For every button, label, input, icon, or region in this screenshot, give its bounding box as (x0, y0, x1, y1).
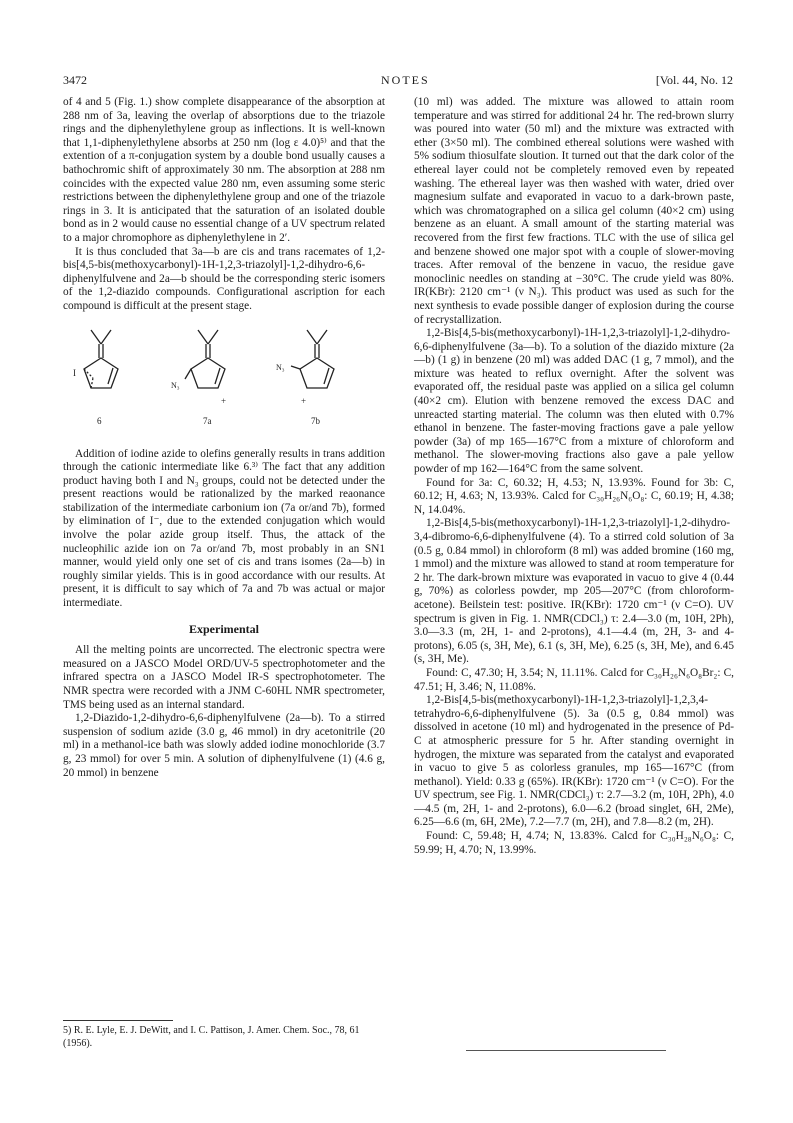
label-6: 6 (97, 415, 102, 426)
label-7b: 7b (311, 415, 320, 426)
page-number: 3472 (63, 73, 87, 87)
iodine-label: I (73, 367, 76, 378)
footnote (63, 1020, 385, 1050)
ring (191, 358, 225, 388)
paragraph: Found: C, 59.48; H, 4.74; N, 13.83%. Calcd for C₃₀H₂₈N₆O₈: C, 59.99; H, 4.70; N, 13.99%. (414, 830, 734, 856)
paragraph: It is thus concluded that 3a—b are cis and trans racemates of 1,2-bis[4,5-bis(methoxycarbonyl)-1H-1,2,3-triazolyl]-1,2-dihydro-6,6-diphenylfulvene and 2a—b should be the corresponding steric isomers of the 1,2-diazido compounds. Configurational ascription for each compound is difficult at the present stage. (63, 245, 385, 312)
paragraph: 1,2-Bis[4,5-bis(methoxycarbonyl)-1H-1,2,3-triazolyl]-1,2-dihydro-3,4-dibromo-6,6-diphenylfulvene (4). To a stirred cold solution of 3a (0.5 g, 0.84 mmol) in chloroform (8 ml) was added bromine (160 mg, 1 mmol) and the mixture was allowed to stand at room temperature for 2 hr. The dark-brown mixture was evaporated in vacuo to give 4 (0.44 g, 70%) as colorless powder, mp 205—207°C (from chloroform-acetone). Beilstein test: positive. IR(KBr): 1720 cm⁻¹ (ν C=O). UV spectrum is given in Fig. 1. NMR(CDCl₃) τ: 2.4—3.0 (m, 10H, 2Ph), 3.0—3.3 (m, 2H, 1- and 2-protons), 4.1—4.4 (m, 2H, 3- and 4-protons), 6.05 (s, 3H, Me), 6.1 (s, 3H, Me), 6.25 (s, 3H, Me), and 6.45 (s, 3H, Me). (414, 517, 734, 666)
paragraph: 1,2-Diazido-1,2-dihydro-6,6-diphenylfulvene (2a—b). To a stirred suspension of sodium azide (3.0 g, 46 mmol) in dry acetonitrile (20 ml) in a methanol-ice bath was slowly added iodine monochloride (3.7 g, 23 mmol) for over 5 min. A solution of diphenylfulvene (1) (4.6 g, 20 mmol) in benzene (63, 712, 385, 779)
left-column (63, 96, 385, 780)
structure-6 (84, 330, 118, 388)
fulvene-intermediates-diagram (63, 324, 385, 442)
label-7a: 7a (203, 415, 212, 426)
ring (84, 358, 118, 388)
end-rule (466, 1050, 666, 1051)
paragraph: 1,2-Bis[4,5-bis(methoxycarbonyl)-1H-1,2,3-triazolyl]-1,2,3,4-tetrahydro-6,6-diphenylfulvene (5). 3a (0.5 g, 0.84 mmol) was dissolved in acetone (10 ml) and hydrogenated in the presence of Pd-C at atmospheric pressure for 5 hr. After standing overnight in hydrogen, the mixture was separated from the catalyst and evaporated in vacuo to give 5 as colorless granules, mp 165—167°C (from methanol). Yield: 0.33 g (65%). IR(KBr): 1720 cm⁻¹ (ν C=O). For the UV spectrum, see Fig. 1. NMR(CDCl₃) τ: 2.7—3.2 (m, 10H, 2Ph), 4.0—4.5 (m, 2H, 1- and 2-protons), 6.0—6.2 (broad singlet, 6H, 2Me), 6.25—6.6 (m, 6H, 2Me), 7.2—7.7 (m, 2H), and 7.8—8.2 (m, 2H). (414, 694, 734, 829)
bond (91, 378, 93, 388)
bond (108, 368, 113, 384)
paragraph: (10 ml) was added. The mixture was allowed to attain room temperature and was stirred for additional 24 hr. The red-brown slurry was poured into water (50 ml) and the mixture was extracted with ether (3×50 ml). The combined ethereal solutions were washed with 5% sodium thiosulfate sloution. It turned out that the dark color of the ethereal layer could not be completely removed even by repeated washing. The ethereal layer was then washed with water, dried over magnesium sulfate and evaporated in vacuo to a dark-brown paste, which was chromatographed on a silica gel column (40×2 cm) using benzene as an eluant. A small amount of the starting material was recovered from the first few fractions. TLC with the use of silica gel and benzene showed one major spot with a couple of slower-moving traces. After removal of the benzene in vacuo, the residue gave monoclinic needles on standing at −30°C. The crude yield was 80%. IR(KBr): 2120 cm⁻¹ (ν N₃). This product was used as such for the next synthesis to evade possible danger of explosion during the course of recrystallization. (414, 96, 734, 326)
bond (91, 330, 101, 344)
paragraph: of 4 and 5 (Fig. 1.) show complete disappearance of the absorption at 288 nm of 3a, leaving the overlap of absorptions due to the triazole rings and the diphenylethylene group as inflections. It is well-known that 1,1-diphenylethylene absorbs at 250 nm (log ε 4.0)⁵⁾ and that the extention of a π-conjugation system by a double bond usually causes a bathochromic shift of approximately 30 nm. The absorption at 288 nm coincides with the expected value 280 nm, even assuming some steric restrictions between the diphenylethylene group and one of the triazole rings in 3. It is anticipated that the saturation of an isolated double bond as in 2 would cause no essential change of a UV spectrum related to a major chromophore as diphenylethylene in 2′. (63, 96, 385, 244)
paragraph: Found for 3a: C, 60.32; H, 4.53; N, 13.93%. Found for 3b: C, 60.12; H, 4.63; N, 13.93%. Calcd for C₃₀H₂₆N₆O₈: C, 60.19; H, 4.38; N, 14.04%. (414, 476, 734, 516)
structure-7a (185, 330, 225, 388)
bond (198, 330, 208, 344)
plus-7a: + (221, 395, 227, 406)
azide-label-7b: N₃ (276, 362, 285, 372)
bond (185, 369, 191, 379)
right-column (414, 96, 734, 857)
paragraph: All the melting points are uncorrected. The electronic spectra were measured on a JASCO Model ORD/UV-5 spectrophotometer and the infrared spectra on a JASCO Model IR-S spectrophotometer. The NMR spectra were recorded with a JNM C-60HL NMR spectrometer, TMS being used as an internal standard. (63, 644, 385, 711)
section-heading: Experimental (189, 621, 259, 636)
structure-7b (291, 330, 334, 388)
paragraph: 1,2-Bis[4,5-bis(methoxycarbonyl)-1H-1,2,3-triazolyl]-1,2-dihydro-6,6-diphenylfulvene (3a—b). To a solution of the diazido mixture (2a—b) (1 g) in benzene (20 ml) was added DAC (1 g, 7 mmol), and the mixture was heated to reflux overnight. After the solvent was evaporated off, the residual paste was applied on a silica gel column (40×2 cm). Elution with benzene removed the excess DAC and unreacted starting material. The column was then eluted with 0.7% ethanol in benzene. The faster-moving fractions gave a pale yellow powder (3a) of mp 165—167°C from a mixture of chloroform and methanol. The slower-moving fractions also gave a pale yellow powder of mp 162—164°C from the same solvent. (414, 327, 734, 476)
journal-section: NOTES (381, 73, 430, 87)
bond (215, 368, 220, 384)
bond (324, 368, 329, 384)
structure-figure (63, 324, 385, 442)
paragraph: Found: C, 47.30; H, 3.54; N, 11.11%. Calcd for C₃₀H₂₆N₆O₈Br₂: C, 47.51; H, 3.46; N, 11.08%. (414, 666, 734, 693)
bond (307, 330, 317, 344)
paragraph: Addition of iodine azide to olefins generally results in trans addition through the cationic intermediate like 6.³⁾ The fact that any addition product having both I and N₃ groups, could not be detected under the present reactions would be rationalized by the marked reaonance stabilization of the intermediate carbonium ion (7a or/and 7b), formed by elimination of I⁻, due to the extended conjugation which would involve the polar azide group itself. Thus, the attack of the nucleophilic azide ion on 7a or/and 7b, most probably in an SN1 manner, would yield only one set of cis and trans isomes (2a—b) in roughly similar yields. This is in good accordance with our results. At present, it is difficult to say which of 7a and 7b was actual or major intermediate. (63, 447, 385, 610)
footnote-text: 5) R. E. Lyle, E. J. DeWitt, and I. C. Pattison, J. Amer. Chem. Soc., 78, 61 (1956). (63, 1025, 360, 1049)
bond (291, 366, 300, 369)
volume-info: [Vol. 44, No. 12 (655, 73, 733, 87)
footnote-rule (63, 1020, 173, 1021)
bond (208, 330, 218, 344)
bond (101, 330, 111, 344)
azide-label-7a: N₃ (171, 380, 180, 390)
bond (317, 330, 327, 344)
ring (300, 358, 334, 388)
plus-7b: + (301, 395, 307, 406)
page-header (63, 73, 733, 91)
